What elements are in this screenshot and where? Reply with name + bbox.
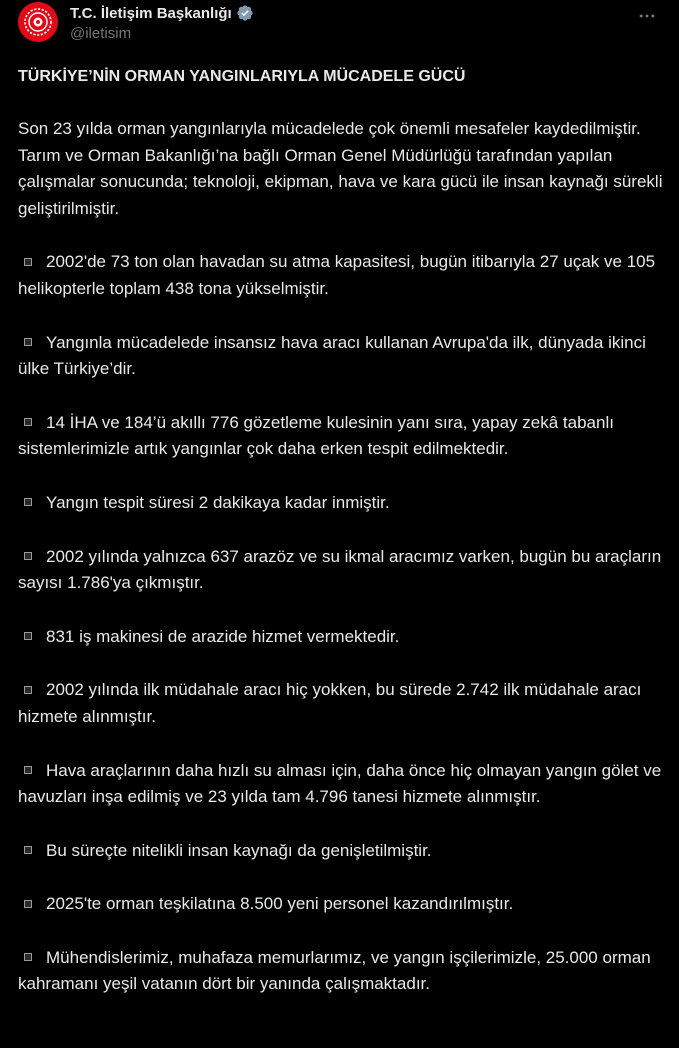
list-item bbox=[18, 544, 663, 597]
display-name[interactable]: T.C. İletişim Başkanlığı bbox=[70, 4, 232, 22]
more-horizontal-icon bbox=[637, 6, 657, 26]
list-item-text: 2002 yılında ilk müdahale aracı hiç yokken, bu sürede 2.742 ilk müdahale aracı hizmete alınmıştır. bbox=[18, 680, 642, 726]
list-item bbox=[18, 330, 663, 383]
tweet-text bbox=[18, 65, 663, 1025]
more-options-button[interactable] bbox=[633, 4, 661, 28]
list-item bbox=[18, 624, 663, 651]
verified-badge-icon bbox=[236, 4, 254, 22]
list-item-text: 2002 yılında yalnızca 637 arazöz ve su ikmal aracımız varken, bugün bu araçların sayısı 1.786'ya çıkmıştır. bbox=[18, 546, 662, 593]
bullet-square-icon bbox=[24, 498, 32, 506]
bullet-square-icon bbox=[24, 846, 32, 854]
tweet-header bbox=[18, 0, 661, 56]
bullet-square-icon bbox=[24, 900, 32, 908]
bullet-square-icon bbox=[24, 686, 32, 694]
list-item-text: 2002'de 73 ton olan havadan su atma kapasitesi, bugün itibarıyla 27 uçak ve 105 helikopterle toplam 438 tona yükselmiştir. bbox=[18, 252, 656, 298]
bullet-square-icon bbox=[24, 552, 32, 560]
list-item bbox=[18, 945, 663, 998]
bullet-square-icon bbox=[24, 418, 32, 426]
author-info bbox=[70, 3, 254, 42]
list-item-text: 14 İHA ve 184’ü akıllı 776 gözetleme kulesinin yanı sıra, yapay zekâ tabanlı sistemlerimizle artık yangınlar çok daha erken tespit edilmektedir. bbox=[18, 412, 614, 459]
list-item-text: Mühendislerimiz, muhafaza memurlarımız, ve yangın işçilerimizle, 25.000 orman kahramanı yeşil vatanın dört bir yanında çalışmaktadır. bbox=[18, 947, 651, 994]
handle[interactable]: @iletisim bbox=[70, 25, 132, 42]
avatar[interactable] bbox=[18, 2, 58, 42]
bullet-list bbox=[18, 249, 663, 998]
list-item bbox=[18, 490, 663, 517]
emblem-icon bbox=[23, 7, 53, 37]
post-title: TÜRKİYE’NİN ORMAN YANGINLARIYLA MÜCADELE GÜCÜ bbox=[18, 68, 466, 85]
bullet-square-icon bbox=[24, 338, 32, 346]
list-item-text: Hava araçlarının daha hızlı su alması için, daha önce hiç olmayan yangın gölet ve havuzları inşa edilmiş ve 23 yılda tam 4.796 tanesi hizmete alınmıştır. bbox=[18, 760, 662, 807]
post-intro: Son 23 yılda orman yangınlarıyla mücadelede çok önemli mesafeler kaydedilmiştir. Tarım ve Orman Bakanlığı’na bağlı Orman Genel Müdürlüğü tarafından yapılan çalışmalar sonucunda; teknoloji, ekipman, hava ve kara gücü ile insan kaynağı sürekli geliştirilmiştir. bbox=[18, 119, 663, 218]
list-item bbox=[18, 410, 663, 463]
list-item-text: 2025'te orman teşkilatına 8.500 yeni personel kazandırılmıştır. bbox=[46, 894, 514, 914]
list-item-text: Yangın tespit süresi 2 dakikaya kadar inmiştir. bbox=[46, 492, 390, 512]
list-item-text: Yangınla mücadelede insansız hava aracı kullanan Avrupa'da ilk, dünyada ikinci ülke Türkiye’dir. bbox=[18, 332, 646, 379]
bullet-square-icon bbox=[24, 766, 32, 774]
bullet-square-icon bbox=[24, 258, 32, 266]
bullet-square-icon bbox=[24, 632, 32, 640]
list-item bbox=[18, 758, 663, 811]
list-item bbox=[18, 838, 663, 865]
list-item-text: Bu süreçte nitelikli insan kaynağı da genişletilmiştir. bbox=[46, 840, 432, 860]
list-item-text: 831 iş makinesi de arazide hizmet vermektedir. bbox=[46, 626, 400, 646]
list-item bbox=[18, 677, 663, 730]
list-item bbox=[18, 249, 663, 302]
bullet-square-icon bbox=[24, 953, 32, 961]
list-item bbox=[18, 891, 663, 918]
